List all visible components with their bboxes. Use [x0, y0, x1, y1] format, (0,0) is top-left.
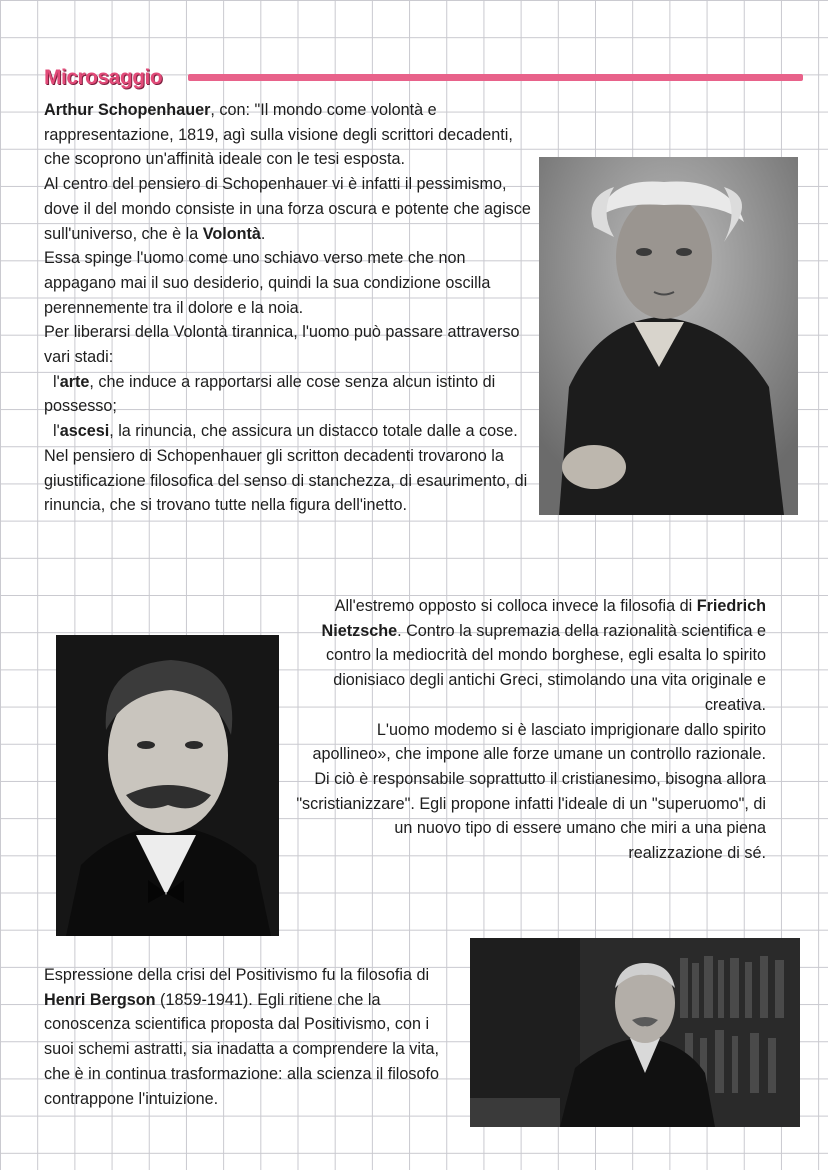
- text-span: Al centro del pensiero di Schopenhauer vi è infatti il pessimismo, dove il del mondo consiste in una forza oscura e potente che agisce sull'universo, che è la: [44, 175, 531, 243]
- text-span: l': [44, 372, 60, 391]
- paragraph: Di ciò è responsabile soprattutto il cristianesimo, bisogna allora "scristianizzare". Egli propone infatti l'ideale di un "superuomo", di un nuovo tipo di essere umano che miri a una piena realizzazione di sé.: [296, 769, 766, 863]
- paragraph: [44, 98, 532, 172]
- keyword: arte: [59, 372, 90, 391]
- paragraph: [44, 172, 532, 246]
- keyword: Volontà: [202, 224, 261, 243]
- bergson-portrait: [470, 938, 800, 1127]
- author-name: Friedrich Nietzsche: [321, 597, 766, 640]
- text-span: Espressione della crisi del Positivismo fu la filosofia di: [44, 966, 430, 984]
- text-span: , che induce a rapportarsi alle cose senza alcun istinto di possesso;: [44, 372, 500, 416]
- nietzsche-text: [296, 594, 766, 866]
- text-span: , con: "Il mondo come volontà e rappresentazione, 1819, agì sulla visione degli scrittori decadenti, che scoprono un'affinità ideale con le tesi esposta.: [44, 101, 513, 169]
- paragraph: [44, 419, 532, 444]
- schopenhauer-portrait: [539, 157, 798, 515]
- paragraph: [44, 963, 454, 1111]
- text-span: All'estremo opposto si colloca invece la filosofia di: [334, 597, 697, 615]
- schopenhauer-text: [44, 98, 532, 518]
- author-name: Arthur Schopenhauer: [44, 101, 211, 119]
- paragraph: L'uomo modemo si è lasciato imprigionare dallo spirito apollineo», che impone alle forze umane un controllo razionale.: [312, 720, 766, 764]
- page-title: Microsaggio: [44, 66, 163, 89]
- paragraph: [44, 370, 532, 419]
- paragraph: Per liberarsi della Volontà tirannica, l'uomo può passare attraverso vari stadi:: [44, 323, 520, 367]
- paragraph: Nel pensiero di Schopenhauer gli scritton decadenti trovarono la giustificazione filosofica del senso di stanchezza, di esaurimento, di rinuncia, che si trovano tutte nella figura dell'inetto.: [44, 446, 528, 515]
- paragraph: Essa spinge l'uomo come uno schiavo verso mete che non appagano mai il suo desiderio, quindi la sua condizione oscilla perennemente tra il dolore e la noia.: [44, 249, 491, 317]
- paragraph: [296, 594, 766, 718]
- bergson-text: [44, 963, 454, 1111]
- text-span: .: [260, 224, 266, 243]
- author-name: Henri Bergson: [44, 990, 156, 1009]
- text-span: (1859-1941). Egli ritiene che la conoscenza scientifica proposta dal Positivismo, con i suoi schemi astratti, sia inadatta a comprendere la vita, che è in continua trasformazione: alla scienza il filosofo contrappone l'intuizione.: [44, 990, 440, 1108]
- text-span: l': [44, 422, 60, 441]
- text-span: , la rinuncia, che assicura un distacco totale dalle a cose.: [109, 422, 518, 441]
- text-span: . Contro la supremazia della razionalità scientifica e contro la mediocrità del mondo borghese, egli esalta lo spirito dionisiaco degli antichi Greci, stimolando una vita originale e creativa.: [325, 621, 766, 714]
- keyword: ascesi: [59, 422, 110, 441]
- heading-underline: [188, 74, 803, 81]
- nietzsche-portrait: [56, 635, 279, 936]
